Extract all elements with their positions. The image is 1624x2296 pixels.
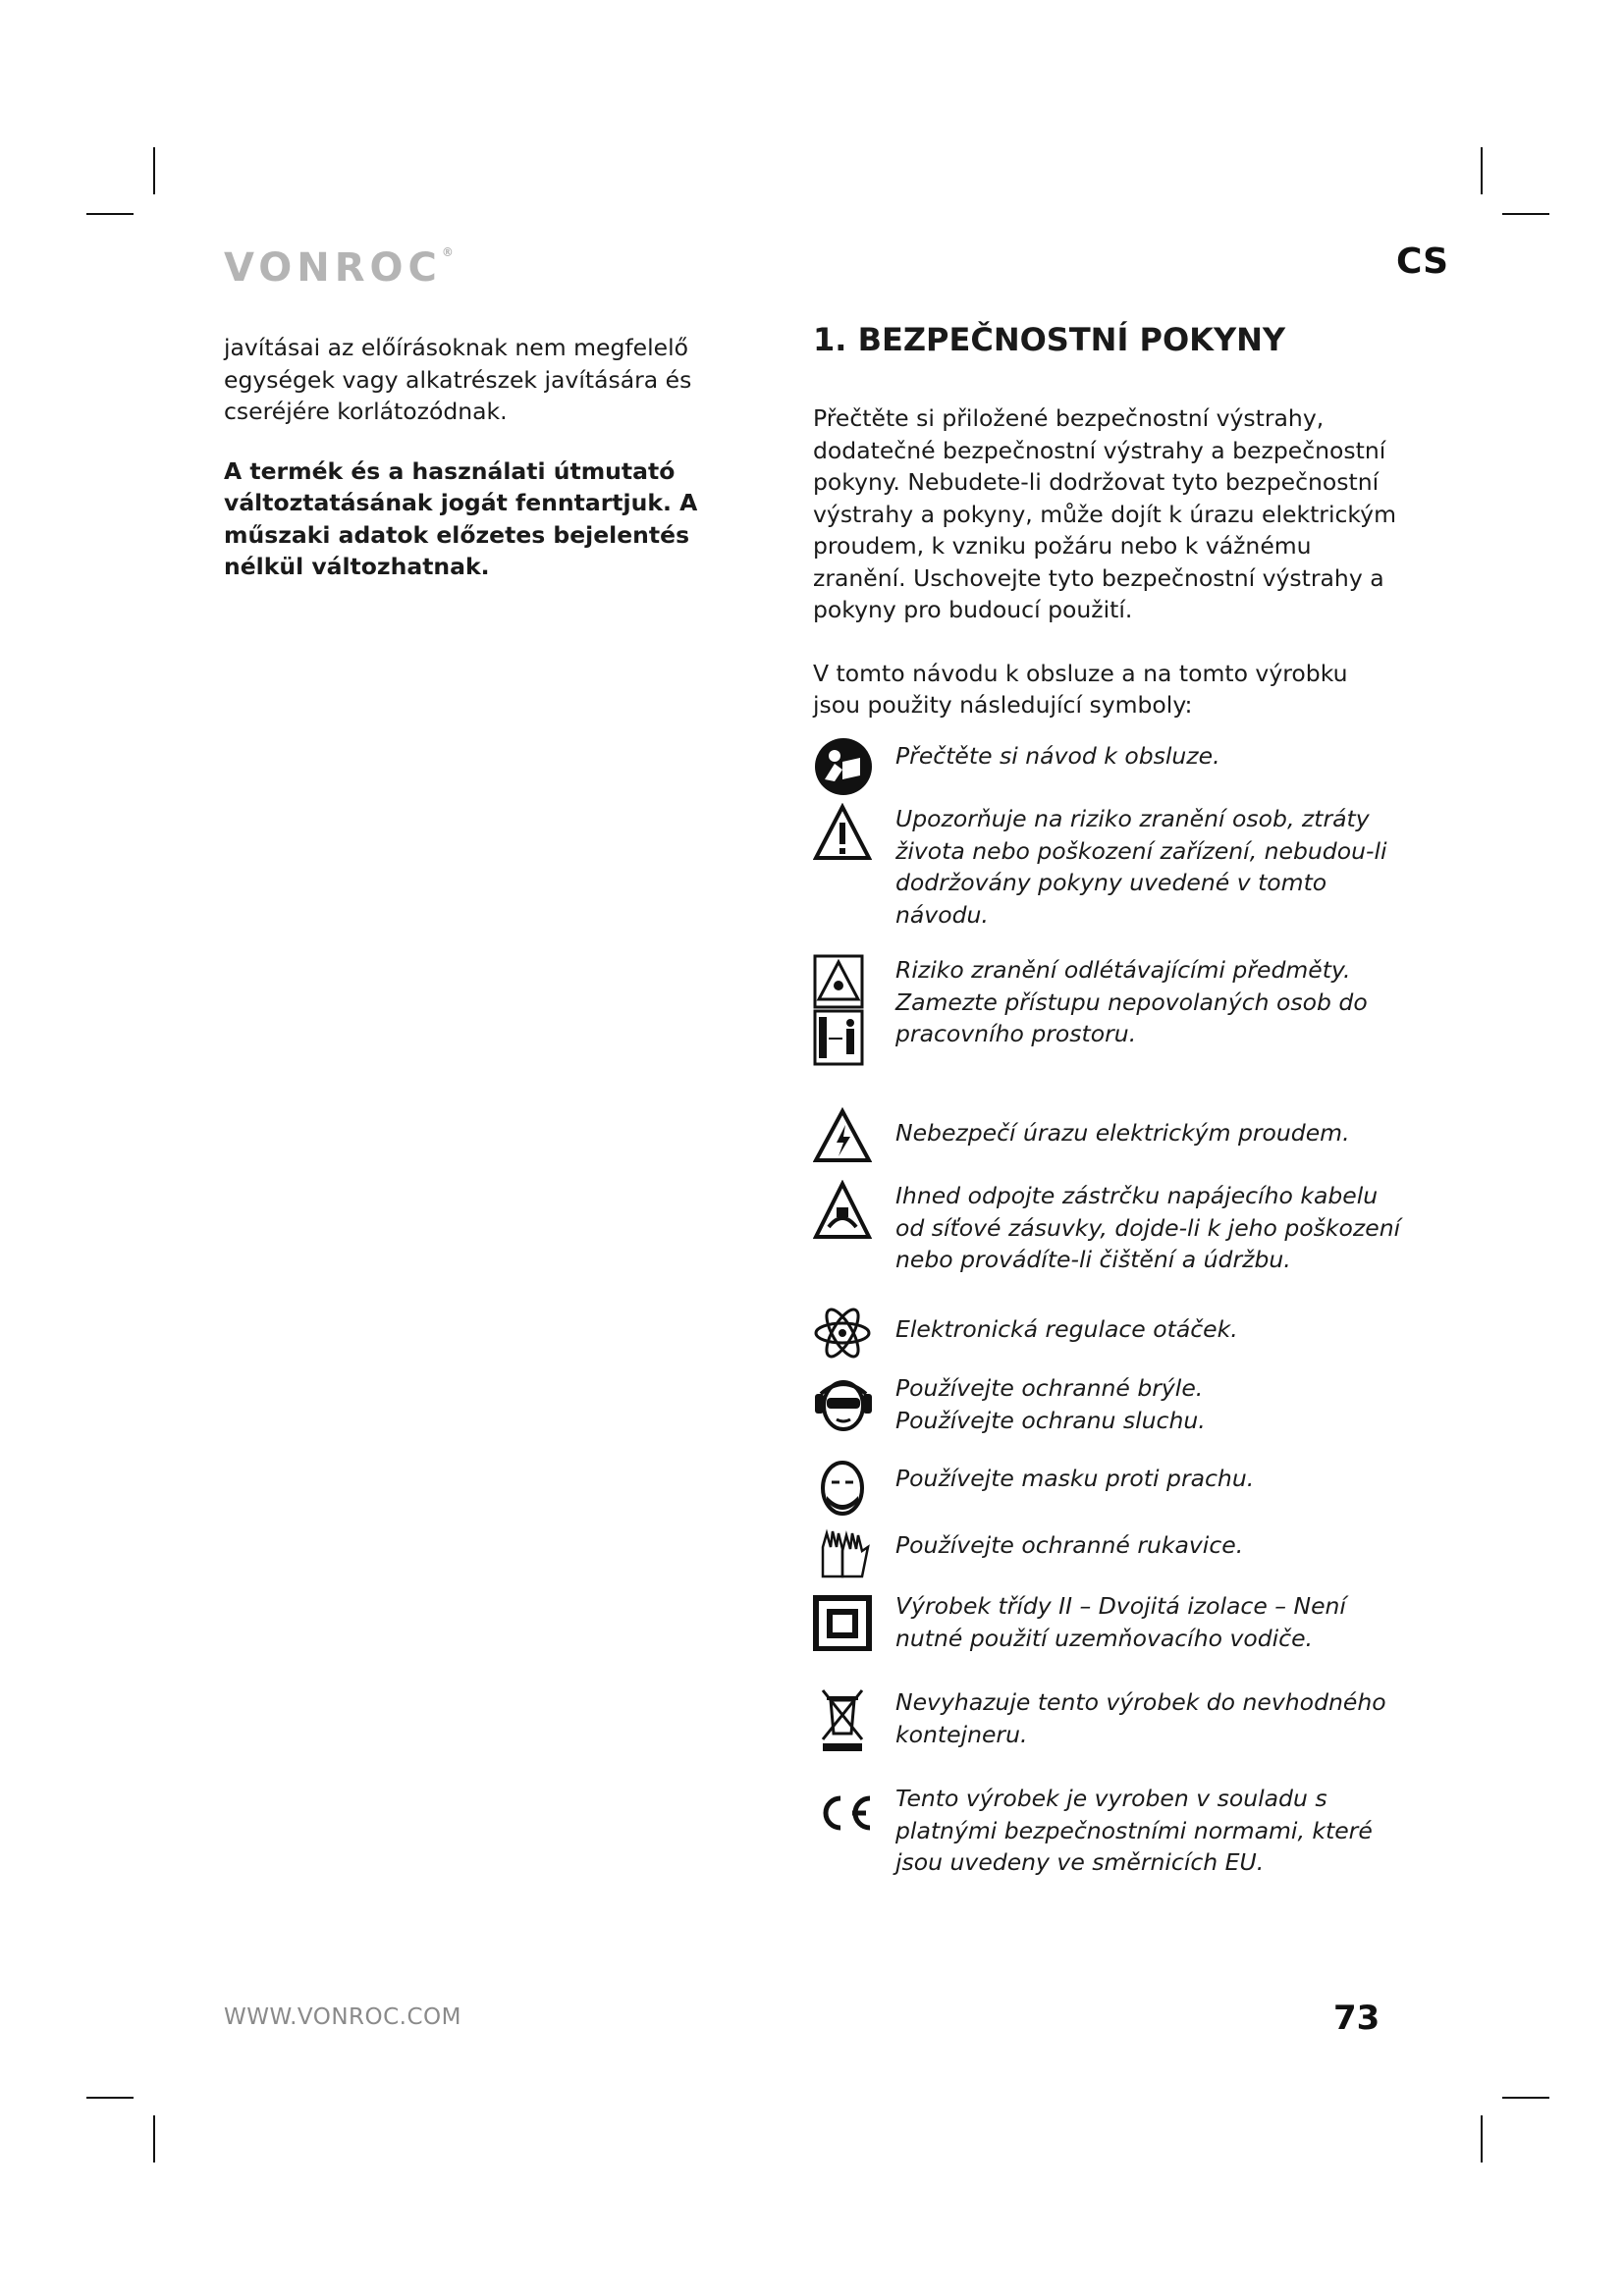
goggles-ear-protection-icon (813, 1372, 874, 1433)
weee-bin-icon (813, 1686, 872, 1753)
left-column (224, 332, 774, 611)
symbol-text: Používejte ochranné brýle. Používejte ochranu sluchu. (895, 1374, 1206, 1434)
gloves-icon (813, 1525, 872, 1580)
symbol-text: Upozorňuje na riziko zranění osob, ztráty života nebo poškození zařízení, nebudou-li dodržovány pokyny uvedené v tomto návodu. (895, 805, 1387, 929)
page-number: 73 (1333, 1999, 1380, 2038)
continued-paragraph: javításai az előírásoknak nem megfelelő egységek vagy alkatrészek javítására és cseréjére korlátozódnak. (224, 334, 692, 425)
flying-objects-keep-distance-icon (813, 954, 864, 1068)
section-heading: 1. BEZPEČNOSTNÍ POKYNY (813, 321, 1286, 358)
footer-url[interactable]: WWW.VONROC.COM (224, 2004, 461, 2030)
change-notice: A termék és a használati útmutató változtatásának jogát fenntartjuk. A műszaki adatok előzetes bejelentés nélkül változhatnak. (224, 456, 698, 580)
dust-mask-icon (813, 1459, 872, 1518)
language-tag: CS (1396, 241, 1449, 282)
symbols-intro: V tomto návodu k obsluze a na tomto výrobku jsou použity následující symboly: (813, 659, 1348, 719)
safety-intro: Přečtěte si přiložené bezpečnostní výstrahy, dodatečné bezpečnostní výstrahy a bezpečnostní pokyny. Nebudete-li dodržovat tyto bezpečnostní výstrahy a pokyny, může dojít k úrazu elektrickým proudem, k vzniku požáru nebo k vážnému zranění. Uschovejte tyto bezpečnostní výstrahy a pokyny pro budoucí použití. (813, 404, 1396, 623)
crop-mark (1481, 2115, 1483, 2163)
crop-mark (86, 2097, 134, 2099)
electronic-speed-control-icon (813, 1306, 872, 1361)
symbol-text: Elektronická regulace otáček. (895, 1315, 1238, 1343)
symbol-text: Nebezpečí úrazu elektrickým proudem. (895, 1119, 1350, 1147)
right-column (813, 318, 1397, 753)
crop-mark (1502, 2097, 1549, 2099)
ce-mark-icon (813, 1783, 876, 1843)
crop-mark (86, 213, 134, 215)
symbol-text: Tento výrobek je vyroben v souladu s platnými bezpečnostními normami, které jsou uvedeny ve směrnicích EU. (895, 1785, 1373, 1876)
crop-mark (1481, 147, 1483, 194)
read-manual-icon (813, 736, 874, 797)
symbol-text: Přečtěte si návod k obsluze. (895, 742, 1220, 770)
symbol-text: Výrobek třídy II – Dvojitá izolace – Není nutné použití uzemňovacího vodiče. (895, 1592, 1346, 1652)
symbol-text: Ihned odpojte zástrčku napájecího kabelu od síťové zásuvky, dojde-li k jeho poškození nebo provádíte-li čištění a údržbu. (895, 1182, 1401, 1273)
symbol-text: Používejte masku proti prachu. (895, 1465, 1255, 1492)
symbol-text: Nevyhazuje tento výrobek do nevhodného kontejneru. (895, 1688, 1386, 1748)
brand-logo: VONROC® (224, 245, 454, 291)
crop-mark (153, 2115, 155, 2163)
crop-mark (1502, 213, 1549, 215)
symbol-text: Používejte ochranné rukavice. (895, 1531, 1244, 1559)
crop-mark (153, 147, 155, 194)
electric-shock-icon (813, 1107, 872, 1164)
warning-icon (813, 803, 872, 864)
unplug-icon (813, 1180, 872, 1241)
symbol-text: Riziko zranění odlétávajícími předměty. Zamezte přístupu nepovolaných osob do pracovního prostoru. (895, 956, 1368, 1047)
double-insulation-icon (813, 1590, 872, 1651)
